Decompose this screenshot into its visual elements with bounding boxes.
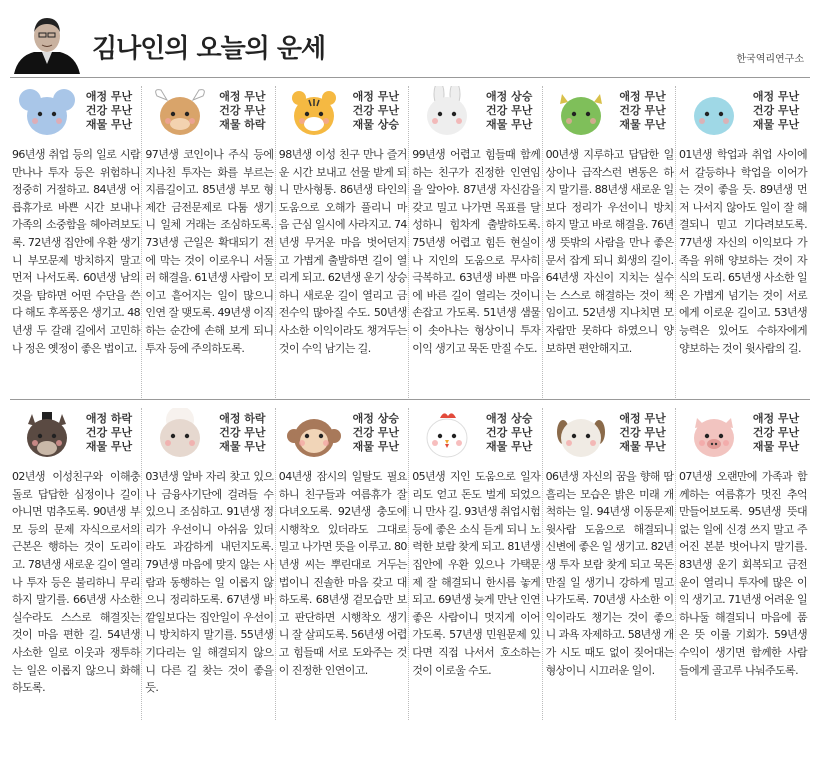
fortune-summary [610, 90, 676, 132]
rat-icon [14, 86, 80, 142]
author-portrait [12, 12, 82, 74]
fortune-line: 재물 무난 [752, 440, 800, 453]
fortune-line: 재물 무난 [619, 440, 666, 453]
fortune-summary [209, 90, 275, 132]
pig-icon [681, 408, 747, 464]
fortune-line: 애정 하락 [85, 412, 133, 425]
fortune-line: 건강 무난 [352, 104, 399, 117]
fortune-text: 97년생 코인이나 주식 등에 지나친 투자는 화를 부르는 지름길이고. 85년생 부모 형제간 금전문제로 다툼 생기니 일체 거래는 조심하도록. 73년생 근일은 확대되기 전에 막는 것이 이로우니 서둘러 해결을. 61년생 사람이 모이고 흩어지는 일이 많으니 인연 잘 맺도록. 49년생 이직하는 순간에 손해 보게 되니 투자 등에 주의하도록. [145, 148, 274, 355]
column-divider [675, 86, 676, 398]
fortune-summary [610, 412, 676, 454]
fortune-text: 03년생 알바 자리 찾고 있으나 금융사기단에 걸려들 수 있으니 조심하고. 91년생 정리가 우선이니 아쉬움 있더라도 과감하게 내던지도록. 79년생 마음에 맞지 않는 사람과 동행하는 일 이롭지 않으니 정리하도록. 67년생 바깥일보다는 집안일이 우선이니 방치하지 말기를. 55년생 기다리는 일 해결되지 않으니 다른 길 찾는 것이 좋을 듯. [145, 470, 274, 695]
fortune-text: 05년생 지인 도움으로 일자리도 얻고 돈도 벌게 되었으니 만사 길. 93년생 취업시험 등에 좋은 소식 듣게 되니 노력한 보람 찾게 되고. 81년생 집안에 우환 있으나 가택문제 잘 해결되니 한시름 놓게 되고. 69년생 늦게 만난 인연 좋은 사람이니 멋지게 이어가도록. 57년생 민원문제 있다면 직접 나서서 호소하는 것이 이로울 수도. [412, 470, 541, 677]
fortune-text: 04년생 잠시의 일탈도 필요하니 친구들과 여름휴가 잘 다녀오도록. 92년생 충도에 시행착오 있더라도 그대로 밀고 나가면 뜻을 이루고. 80년생 씨는 뿌린대로 거두는 법이니 진솔한 마음 갖고 대하도록. 68년생 겉모습만 보고 판단하면 시행착오 생기니 잘 살피도록. 56년생 어렵고 힘들때 서로 도와주는 것이 진정한 인연이고. [278, 470, 407, 677]
fortune-line: 애정 하락 [219, 412, 266, 425]
source-credit: 한국역리연구소 [736, 54, 804, 65]
fortune-line: 재물 무난 [619, 118, 666, 131]
fortune-summary [209, 412, 275, 454]
fortune-line: 재물 무난 [752, 118, 800, 131]
monkey-icon [281, 408, 347, 464]
fortune-summary [76, 412, 142, 454]
zodiac-cell-dog [544, 408, 677, 724]
column-divider [141, 408, 142, 720]
fortune-line: 재물 하락 [219, 118, 266, 131]
fortune-line: 애정 무난 [85, 90, 133, 103]
fortune-line: 건강 무난 [219, 104, 266, 117]
zodiac-cell-pig [677, 408, 810, 724]
fortune-text: 06년생 자신의 꿈을 향해 땀 흘리는 모습은 밝은 미래 개척하는 일. 94년생 이동문제 윗사람 도움으로 해결되니 신변에 좋은 일 생기고. 82년생 투자 보람 찾게 되고 묵돈 만질 일 생기니 강하게 밀고 나가도록. 70년생 사소한 이익이라도 챙기는 것이 좋으니 과욕 자제하고. 58년생 개가 시도 때도 없이 짖어대는 형상이니 시끄러운 일이. [545, 470, 674, 677]
zodiac-cell-monkey [277, 408, 410, 724]
column-divider [408, 86, 409, 398]
fortune-line: 애정 무난 [752, 90, 800, 103]
fortune-summary [476, 90, 542, 132]
zodiac-cell-horse [10, 408, 143, 724]
fortune-line: 재물 상승 [352, 118, 399, 131]
sheep-icon [147, 408, 213, 464]
fortune-line: 애정 무난 [219, 90, 266, 103]
dragon-icon [548, 86, 614, 142]
fortune-line: 애정 상승 [486, 90, 533, 103]
fortune-line: 애정 무난 [352, 90, 399, 103]
fortune-summary [76, 90, 142, 132]
fortune-line: 재물 무난 [85, 440, 133, 453]
fortune-line: 애정 상승 [486, 412, 533, 425]
column-divider [675, 408, 676, 720]
fortune-text: 01년생 학업과 취업 사이에서 갈등하나 학업을 이어가는 것이 좋을 듯. 89년생 먼저 나서지 않아도 일이 잘 해결되니 믿고 기다려보도록. 77년생 자신의 이익보다 가족을 위해 양보하는 것이 자식의 도리. 65년생 사소한 일은 가볍게 넘기는 것이 서로에게 이로운 길이고. 53년생 능력은 있어도 수하자에게 양보하는 것이 윗사람의 길. [679, 148, 807, 355]
fortune-line: 건강 무난 [752, 104, 800, 117]
zodiac-cell-rat [10, 86, 143, 402]
fortune-line: 건강 무난 [219, 426, 266, 439]
fortune-summary [343, 412, 409, 454]
fortune-line: 건강 무난 [486, 104, 533, 117]
fortune-line: 건강 무난 [85, 104, 133, 117]
fortune-line: 건강 무난 [619, 426, 666, 439]
zodiac-cell-ox [143, 86, 276, 402]
zodiac-cell-rabbit [410, 86, 543, 402]
column-divider [141, 86, 142, 398]
rabbit-icon [414, 86, 480, 142]
fortune-line: 애정 상승 [352, 412, 399, 425]
fortune-summary [743, 412, 809, 454]
fortune-line: 건강 무난 [619, 104, 666, 117]
fortune-line: 애정 무난 [619, 412, 666, 425]
column-divider [542, 86, 543, 398]
ox-icon [147, 86, 213, 142]
header-divider [10, 77, 810, 78]
fortune-line: 건강 무난 [85, 426, 133, 439]
fortune-line: 애정 무난 [752, 412, 800, 425]
fortune-summary [476, 412, 542, 454]
dog-icon [548, 408, 614, 464]
fortune-text: 07년생 오랜만에 가족과 함께하는 여름휴가 멋진 추억 만들어보도록. 95년생 뜻대없는 일에 신경 쓰지 말고 주어진 본분 벗어나지 말기를. 83년생 운기 회복되고 금전운이 열리니 투자에 많은 이익 생기고. 71년생 어려운 일 하나둘 해결되니 마음에 품은 뜻 이룰 기회가. 59년생 수익이 생기면 함께한 사람들에게 골고루 나눠주도록. [679, 470, 807, 677]
tiger-icon [281, 86, 347, 142]
fortune-line: 재물 무난 [85, 118, 133, 131]
snake-icon [681, 86, 747, 142]
fortune-text: 02년생 이성친구와 이해충돌로 답답한 심정이나 길이 아니면 멈추도록. 90년생 부모 등의 문제 자식으로서의 근본은 행하는 것이 도리이고. 78년생 새로운 길이 열리나 투자 등은 불리하니 무리하지 말기를. 66년생 사소한 실수라도 스스로 해결짓는 것이 마음 편한 길. 54년생 사소한 일로 이웃과 쟁투하는 일은 이롭지 않으니 화해하도록. [12, 470, 140, 695]
fortune-line: 재물 무난 [219, 440, 266, 453]
fortune-line: 건강 무난 [486, 426, 533, 439]
fortune-line: 건강 무난 [352, 426, 399, 439]
fortune-line: 재물 무난 [486, 440, 533, 453]
fortune-text: 99년생 어렵고 힘들때 함께하는 친구가 진정한 인연임을 알아야. 87년생 자신감을 갖고 밀고 나가면 목표를 달성하니 힘차게 출발하도록. 75년생 어렵고 힘든 현실이나 지인의 도움으로 무사히 극복하고. 63년생 바쁜 마음에 바른 길이 열리는 것이니 손잡고 가도록. 51년생 샘물이 솟아나는 형상이니 투자 이익 생기고 묵돈 만질 수도. [412, 148, 541, 355]
zodiac-cell-dragon [544, 86, 677, 402]
column-divider [275, 408, 276, 720]
header [0, 0, 820, 80]
column-divider [542, 408, 543, 720]
fortune-text: 96년생 취업 등의 일로 시람 만나나 투자 등은 위험하니 정중히 거절하고. 84년생 어릅휴가로 바쁜 시간 보내나 가족의 소중함을 헤아려보도록. 72년생 집안에 우환 생기니 부모문제 방치하지 말고 먼저 나서도록. 60년생 남의 것을 탐하면 어떤 수단을 쓴다 해도 후폭풍은 생기고. 48년생 두 갈래 길에서 고민하나 정은 옛정이 좋은 법이고. [12, 148, 140, 355]
fortune-text: 00년생 지루하고 답답한 일상이나 급작스런 변동은 하지 말기를. 88년생 새로운 일보다 정리가 우선이니 방치하지 말고 바로 해결을. 76년생 뜻밖의 사람을 만나 좋은 문서 잡게 되니 회생의 길이. 64년생 자신이 지치는 실수는 스스로 해결하는 것이 책임이고. 52년생 지나치면 모자람만 못하다 하였으니 양보하면 편안해지고. [545, 148, 674, 355]
fortune-line: 건강 무난 [752, 426, 800, 439]
rooster-icon [414, 408, 480, 464]
fortune-summary [743, 90, 809, 132]
fortune-summary [343, 90, 409, 132]
zodiac-cell-rooster [410, 408, 543, 724]
fortune-line: 재물 무난 [486, 118, 533, 131]
page-title: 김나인의 오늘의 운세 [92, 34, 326, 64]
zodiac-cell-snake [677, 86, 810, 402]
column-divider [408, 408, 409, 720]
horse-icon [14, 408, 80, 464]
zodiac-cell-tiger [277, 86, 410, 402]
zodiac-cell-sheep [143, 408, 276, 724]
fortune-line: 애정 무난 [619, 90, 666, 103]
column-divider [275, 86, 276, 398]
fortune-line: 재물 무난 [352, 440, 399, 453]
fortune-text: 98년생 이성 친구 만나 즐거운 시간 보내고 선물 받게 되니 만사형통. 86년생 타인의 도움으로 오해가 풀리니 마음 근심 일시에 사라지고. 74년생 무거운 마음 벗어던지고 가볍게 출발하면 길이 열리게 되고. 62년생 운기 상승하니 새로운 길이 열리고 금전수익 많아질 수도. 50년생 사소한 이익이라도 챙겨두는 것이 수익 남기는 길. [278, 148, 407, 355]
